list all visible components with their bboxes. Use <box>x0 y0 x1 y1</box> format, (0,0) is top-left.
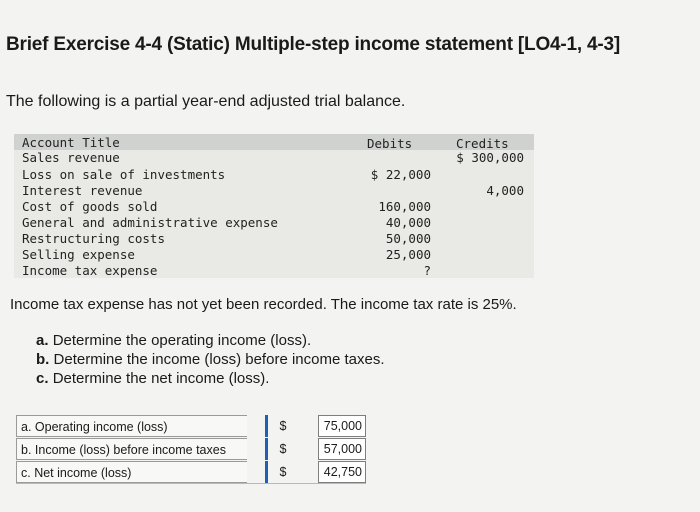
account-name: Restructuring costs <box>22 231 165 246</box>
debits-header: Debits <box>367 136 413 151</box>
operating-income-input[interactable]: 75,000 <box>318 415 366 437</box>
question-item <box>36 369 385 388</box>
answer-row-net-income <box>16 461 366 484</box>
currency-symbol: $ <box>279 442 287 456</box>
trial-balance-row <box>14 167 534 183</box>
row-indicator <box>265 438 268 460</box>
answer-table <box>16 415 366 486</box>
row-indicator <box>265 415 268 437</box>
trial-balance-row <box>14 183 534 199</box>
trial-balance <box>14 134 534 278</box>
income-before-taxes-input[interactable]: 57,000 <box>318 438 366 460</box>
question-list <box>36 331 385 388</box>
question-text: Determine the operating income (loss). <box>52 332 312 349</box>
debit-amount: 25,000 <box>385 247 431 262</box>
account-name: Sales revenue <box>22 150 120 165</box>
tax-note: Income tax expense has not yet been recorded. The income tax rate is 25%. <box>10 296 517 313</box>
debit-amount: 160,000 <box>378 199 431 214</box>
credits-header: Credits <box>456 136 509 151</box>
account-name: Income tax expense <box>22 263 158 278</box>
intro-text: The following is a partial year-end adjusted trial balance. <box>6 93 406 110</box>
question-text: Determine the net income (loss). <box>52 370 270 387</box>
net-income-input[interactable]: 42,750 <box>318 461 366 483</box>
account-title-header: Account Title <box>22 135 120 150</box>
account-name: Interest revenue <box>22 183 143 198</box>
question-item <box>36 331 385 350</box>
currency-symbol: $ <box>279 419 287 433</box>
answer-label: a. Operating income (loss) <box>16 415 247 437</box>
answer-label: c. Net income (loss) <box>16 461 247 483</box>
account-name: General and administrative expense <box>22 215 278 230</box>
trial-balance-row <box>14 215 534 231</box>
trial-balance-row <box>14 150 534 166</box>
question-text: Determine the income (loss) before income taxes. <box>53 351 385 368</box>
trial-balance-row <box>14 263 534 279</box>
debit-amount: ? <box>423 263 431 278</box>
row-indicator <box>265 461 268 483</box>
answer-row-operating-income <box>16 415 366 438</box>
account-name: Loss on sale of investments <box>22 167 226 182</box>
answer-label: b. Income (loss) before income taxes <box>16 438 247 460</box>
question-letter: c. <box>36 370 49 387</box>
trial-balance-row <box>14 231 534 247</box>
trial-balance-row <box>14 247 534 263</box>
currency-symbol: $ <box>279 465 287 479</box>
debit-amount: $ 22,000 <box>370 167 431 182</box>
question-letter: b. <box>36 351 50 368</box>
account-name: Cost of goods sold <box>22 199 158 214</box>
trial-balance-row <box>14 199 534 215</box>
debit-amount: 50,000 <box>385 231 431 246</box>
question-item <box>36 350 385 369</box>
credit-amount: $ 300,000 <box>456 150 524 165</box>
answer-row-income-before-taxes <box>16 438 366 461</box>
question-letter: a. <box>36 332 49 349</box>
exercise-title: Brief Exercise 4-4 (Static) Multiple-step income statement [LO4-1, 4-3] <box>6 34 621 55</box>
credit-amount: 4,000 <box>486 183 524 198</box>
debit-amount: 40,000 <box>385 215 431 230</box>
table-bottom-rule <box>16 483 366 484</box>
account-name: Selling expense <box>22 247 135 262</box>
